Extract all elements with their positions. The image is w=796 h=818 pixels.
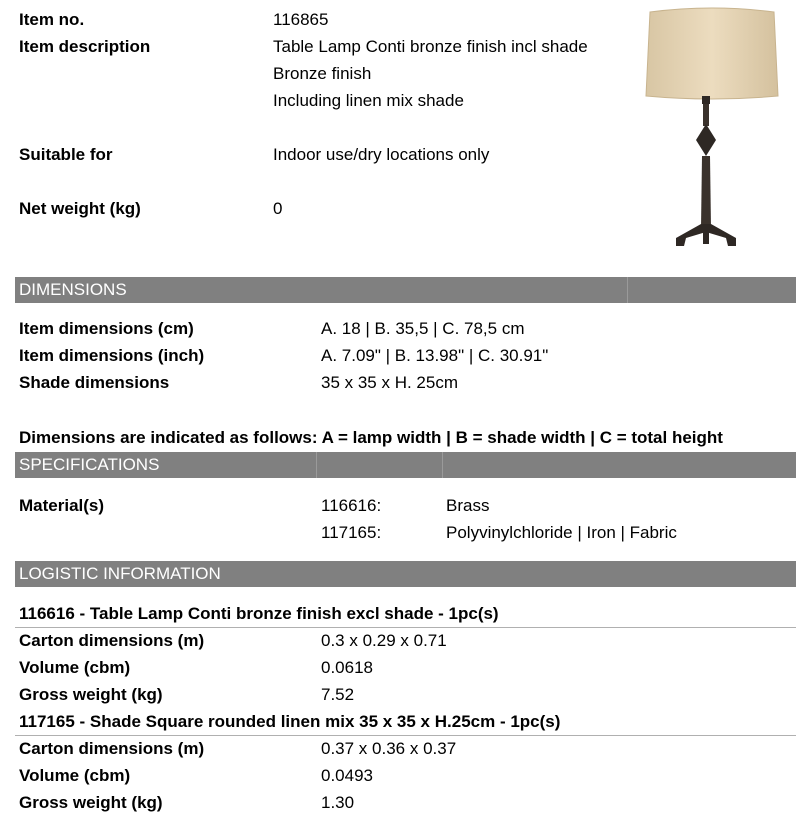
logistic-label: Gross weight (kg) [19,793,163,812]
specifications-title: SPECIFICATIONS [19,455,160,474]
logistic-group-heading: 116616 - Table Lamp Conti bronze finish excl shade - 1pc(s) [19,604,499,623]
logistic-label: Gross weight (kg) [19,685,163,704]
item-no-label: Item no. [19,10,85,29]
item-no-value: 116865 [273,10,329,29]
logistic-value: 7.52 [321,685,355,704]
suitable-for-value: Indoor use/dry locations only [273,145,490,164]
material-value: Brass [446,496,490,515]
item-description-line: Bronze finish [273,64,372,83]
net-weight-label: Net weight (kg) [19,199,141,218]
suitable-for-label: Suitable for [19,145,113,164]
dimension-value: 35 x 35 x H. 25cm [321,373,459,392]
divider [15,627,796,628]
dimension-value: A. 7.09" | B. 13.98" | C. 30.91" [321,346,549,365]
material-code: 117165: [321,523,382,542]
materials-label: Material(s) [19,496,105,515]
logistic-label: Carton dimensions (m) [19,631,205,650]
logistic-label: Volume (cbm) [19,658,131,677]
dimensions-note: Dimensions are indicated as follows: A = lamp width | B = shade width | C = total height [19,428,723,447]
table-lamp-image [640,6,785,256]
item-description-line: Including linen mix shade [273,91,464,110]
logistic-value: 1.30 [321,793,355,812]
dimension-value: A. 18 | B. 35,5 | C. 78,5 cm [321,319,525,338]
item-description-label: Item description [19,37,151,56]
divider [15,735,796,736]
logistic-label: Volume (cbm) [19,766,131,785]
logistic-label: Carton dimensions (m) [19,739,205,758]
material-code: 116616: [321,496,382,515]
logistic-value: 0.37 x 0.36 x 0.37 [321,739,457,758]
logistic-value: 0.0493 [321,766,373,785]
dimensions-section-header [15,277,796,303]
specifications-section-header [15,452,796,478]
material-value: Polyvinylchloride | Iron | Fabric [446,523,677,542]
dimension-label: Item dimensions (cm) [19,319,194,338]
net-weight-value: 0 [273,199,283,218]
dimension-label: Shade dimensions [19,373,170,392]
logistic-group-heading: 117165 - Shade Square rounded linen mix 35 x 35 x H.25cm - 1pc(s) [19,712,561,731]
logistic-value: 0.0618 [321,658,373,677]
logistic-section-header [15,561,796,587]
dimension-label: Item dimensions (inch) [19,346,205,365]
logistic-value: 0.3 x 0.29 x 0.71 [321,631,447,650]
dimensions-title: DIMENSIONS [19,280,127,299]
item-description-line: Table Lamp Conti bronze finish incl shade [273,37,588,56]
logistic-title: LOGISTIC INFORMATION [19,564,221,583]
